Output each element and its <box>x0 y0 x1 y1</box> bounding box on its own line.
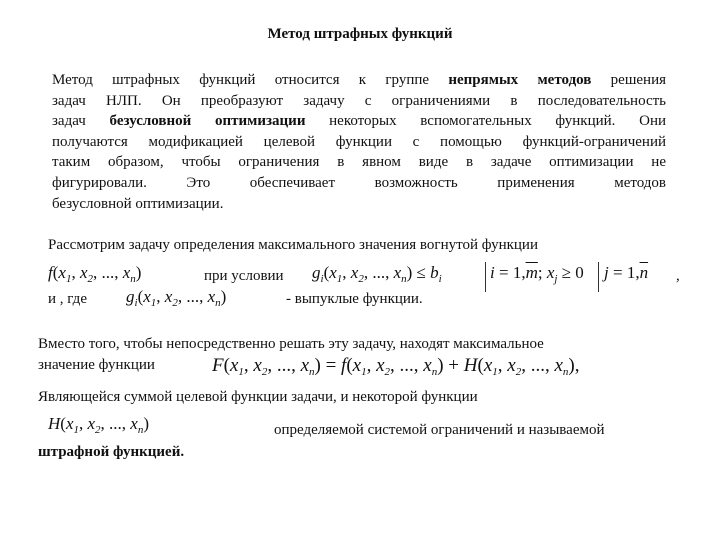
intro-line: фигурировали. Это обеспечивает возможность применения методов <box>52 174 666 191</box>
intro-line: безусловной оптимизации. <box>52 195 224 212</box>
trailing-comma: , <box>676 268 680 284</box>
penalty-function-term: штрафной функцией. <box>38 444 185 460</box>
indirect-methods-term: непрямых методов <box>448 72 592 88</box>
objective-formula: $f(x_1$, $x_2$, ..., $x_n$) <box>48 263 142 285</box>
and-where-text: и , где <box>48 291 87 307</box>
instead-line-2: значение функции <box>38 357 155 373</box>
divider-bar <box>485 262 486 292</box>
unconstrained-optimization-term: безусловной оптимизации <box>109 113 306 130</box>
constraint-formula: $g_i(x_1$, $x_2$, ..., $x_n) \le b_i$ <box>312 263 442 285</box>
convex-text: - выпуклые функции. <box>286 291 423 307</box>
h-formula: $H(x_1$, $x_2$, ..., $x_n$) <box>48 414 150 436</box>
condition-label: при условии <box>204 268 284 284</box>
divider-bar <box>598 262 599 292</box>
intro-line: получаются модификацией целевой функции с помощью функций-ограничений <box>52 133 666 150</box>
sum-text: Являющейся суммой целевой функции задачи, и некоторой функции <box>38 389 478 405</box>
intro-paragraph <box>52 70 666 214</box>
penalty-sum-formula: $F(x_1$, $x_2$, ..., $x_n) = f(x_1$, $x_2$, ..., $x_n) + H(x_1$, $x_2$, ..., $x_n$), <box>212 355 580 378</box>
intro-line: задач безусловной оптимизации некоторых вспомогательных функций. Они <box>52 113 666 130</box>
instead-line-1: Вместо того, чтобы непосредственно решать эту задачу, находят максимальное <box>38 336 544 352</box>
constraint-index: $i = 1,\overline{m}$; $x_j \ge 0$ <box>490 263 584 285</box>
page-title: Метод штрафных функций <box>267 26 453 42</box>
intro-line: задач НЛП. Он преобразуют задачу с ограничениями в последовательность <box>52 92 666 109</box>
consider-text: Рассмотрим задачу определения максимального значения вогнутой функции <box>48 237 538 253</box>
defined-text: определяемой системой ограничений и называемой <box>274 422 605 438</box>
intro-line: таким образом, чтобы ограничения в явном виде в задаче оптимизации не <box>52 154 666 171</box>
intro-line: Метод штрафных функций относится к группе непрямых методов решения <box>52 72 667 88</box>
gi-formula: $g_i(x_1$, $x_2$, ..., $x_n$) <box>126 287 227 309</box>
index-range-formula: $j = 1,\overline{n}$ <box>604 263 649 282</box>
